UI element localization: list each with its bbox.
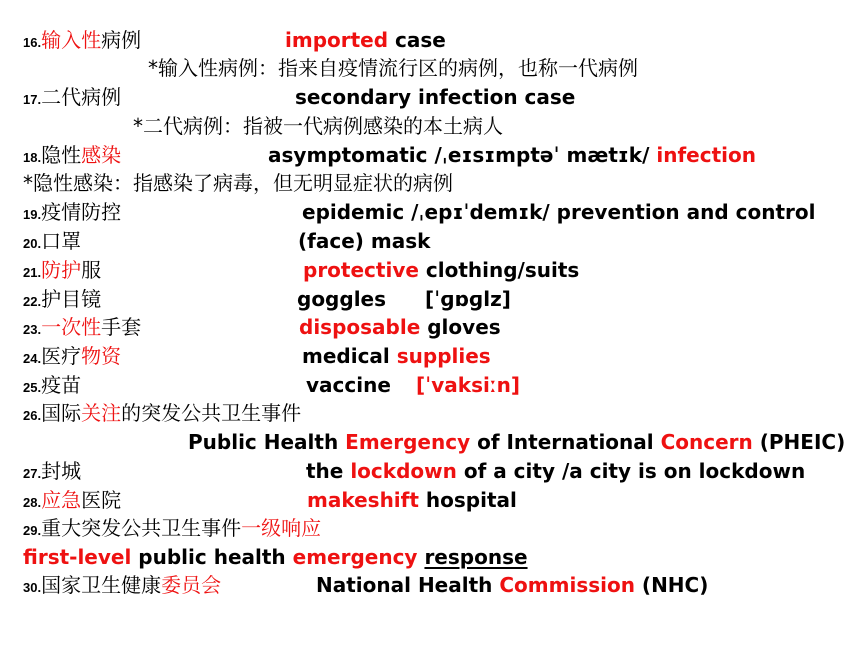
term-text: 二代病例	[41, 85, 122, 109]
item-number: 21.	[23, 265, 42, 280]
en-text: medical	[302, 344, 397, 368]
item-20-cn	[23, 228, 81, 257]
item-23-cn	[23, 314, 141, 343]
term-highlight: 防护	[41, 258, 82, 282]
item-16-cn	[23, 27, 141, 56]
term-text: 隐性	[41, 143, 82, 167]
item-number: 17.	[23, 92, 42, 107]
item-number: 18.	[23, 150, 42, 165]
term-highlight: 关注	[81, 401, 122, 425]
item-22-cn	[23, 286, 101, 315]
item-25-cn	[23, 372, 81, 401]
en-text: gloves	[420, 315, 501, 339]
en-text: public health	[131, 545, 293, 569]
item-number: 22.	[23, 294, 42, 309]
en-highlight: supplies	[396, 344, 491, 368]
item-number: 20.	[23, 236, 42, 251]
en-text: clothing/suits	[418, 258, 580, 282]
item-25-phonetic: [ˈvaksiːn]	[416, 373, 520, 397]
term-highlight: 一级响应	[241, 516, 322, 540]
item-19-cn	[23, 199, 121, 228]
en-highlight: Emergency	[345, 430, 471, 454]
en-text: National Health	[316, 573, 500, 597]
item-26-en	[188, 429, 845, 455]
item-number: 24.	[23, 351, 42, 366]
item-26-cn	[23, 400, 301, 429]
term-highlight: 输入性	[41, 28, 102, 52]
term-text: 病例	[101, 28, 142, 52]
term-text: 的突发公共卫生事件	[121, 401, 302, 425]
item-number: 25.	[23, 380, 42, 395]
item-23-en	[299, 314, 501, 340]
item-17-cn	[23, 84, 121, 113]
en-highlight: lockdown	[350, 459, 457, 483]
en-text: of International	[470, 430, 661, 454]
item-24-en	[302, 343, 491, 369]
term-text: 服	[81, 258, 102, 282]
item-number: 19.	[23, 207, 42, 222]
item-number: 27.	[23, 466, 42, 481]
en-text: of a city /a city is on lockdown	[456, 459, 806, 483]
term-text: 口罩	[41, 229, 82, 253]
item-24-cn	[23, 343, 121, 372]
en-text: hospital	[418, 488, 517, 512]
en-highlight: Concern	[660, 430, 753, 454]
item-number: 16.	[23, 35, 42, 50]
en-underlined: response	[424, 545, 528, 569]
en-text: the	[306, 459, 351, 483]
en-highlight: makeshift	[307, 488, 419, 512]
item-28-cn	[23, 487, 121, 516]
item-22-en: goggles	[297, 287, 387, 311]
term-highlight: 一次性	[41, 315, 102, 339]
en-highlight: Commission	[499, 573, 635, 597]
en-highlight: first-level	[23, 545, 132, 569]
item-28-en	[307, 487, 517, 513]
item-number: 28.	[23, 495, 42, 510]
term-highlight: 感染	[81, 143, 122, 167]
en-text: (PHEIC)	[752, 430, 846, 454]
note-secondary-case: *二代病例：指被一代病例感染的本土病人	[133, 114, 503, 138]
en-highlight: disposable	[299, 315, 421, 339]
en-text: (NHC)	[634, 573, 709, 597]
term-text: 手套	[101, 315, 142, 339]
term-text: 重大突发公共卫生事件	[41, 516, 242, 540]
term-highlight: 物资	[81, 344, 122, 368]
item-22-phonetic: [ˈɡɒɡlz]	[425, 287, 511, 311]
term-text: 封城	[41, 459, 82, 483]
item-21-cn	[23, 257, 101, 286]
item-16-en	[285, 27, 446, 53]
item-29-cn	[23, 515, 321, 544]
item-30-cn	[23, 572, 221, 601]
term-text: 疫苗	[41, 373, 82, 397]
note-asymptomatic: *隐性感染：指感染了病毒，但无明显症状的病例	[23, 171, 453, 195]
term-text: 护目镜	[41, 287, 102, 311]
term-highlight: 应急	[41, 488, 82, 512]
item-number: 30.	[23, 580, 42, 595]
term-text: 医院	[81, 488, 122, 512]
en-highlight: protective	[303, 258, 419, 282]
term-text: 国家卫生健康	[41, 573, 162, 597]
note-imported-case: *输入性病例：指来自疫情流行区的病例，也称一代病例	[148, 56, 638, 80]
item-30-en	[316, 572, 708, 598]
item-number: 23.	[23, 322, 42, 337]
item-19-en: epidemic /ˌepɪˈdemɪk/ prevention and control	[302, 200, 816, 224]
en-highlight: imported	[285, 28, 389, 52]
term-text: 国际	[41, 401, 82, 425]
item-20-en: (face) mask	[298, 229, 431, 253]
en-highlight: emergency	[292, 545, 418, 569]
item-25-en: vaccine	[306, 373, 391, 397]
en-text: asymptomatic /ˌeɪsɪmptəˈ mætɪk/	[268, 143, 657, 167]
item-number: 29.	[23, 523, 42, 538]
item-29-en	[23, 544, 528, 570]
term-text: 疫情防控	[41, 200, 122, 224]
item-21-en	[303, 257, 579, 283]
item-27-en	[306, 458, 805, 484]
item-17-en: secondary infection case	[295, 85, 576, 109]
item-18-cn	[23, 142, 121, 171]
en-highlight: infection	[656, 143, 756, 167]
term-highlight: 委员会	[161, 573, 222, 597]
term-text: 医疗	[41, 344, 82, 368]
item-27-cn	[23, 458, 81, 487]
item-18-en	[268, 142, 756, 168]
item-number: 26.	[23, 408, 42, 423]
en-text: case	[388, 28, 446, 52]
en-text: Public Health	[188, 430, 346, 454]
